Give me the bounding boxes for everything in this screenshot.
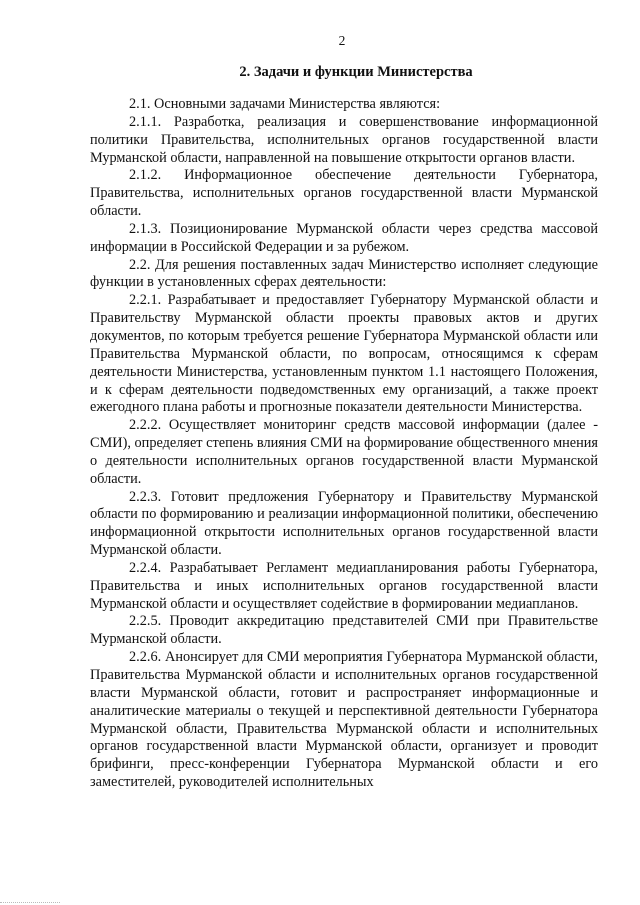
paragraph-2-1-1: 2.1.1. Разработка, реализация и совершенствование информационной политики Правительства, исполнительных органов государственной власти Мурманской области, направленной на повышение открытости органов власти. (90, 113, 598, 166)
document-body (90, 96, 598, 792)
paragraph-2-2-5: 2.2.5. Проводит аккредитацию представителей СМИ при Правительстве Мурманской области. (90, 613, 598, 648)
paragraph-2-1: 2.1. Основными задачами Министерства являются: (129, 96, 441, 112)
paragraph-2-2-2: 2.2.2. Осуществляет мониторинг средств массовой информации (далее - СМИ), определяет степень влияния СМИ на формирование общественного мнения о деятельности исполнительных органов государственной власти Мурманской области. (90, 417, 598, 487)
paragraph-2-1-2: 2.1.2. Информационное обеспечение деятельности Губернатора, Правительства, исполнительных органов государственной власти Мурманской области. (90, 167, 598, 220)
section-title: 2. Задачи и функции Министерства (239, 64, 473, 80)
page-number: 2 (338, 33, 346, 48)
paragraph-2-2-4: 2.2.4. Разрабатывает Регламент медиапланирования работы Губернатора, Правительства и иных исполнительных органов государственной власти Мурманской области и осуществляет содействие в формировании медиапланов. (90, 559, 598, 612)
paragraph-2-2-3: 2.2.3. Готовит предложения Губернатору и Правительству Мурманской области по формированию и реализации информационной политики, обеспечению информационной открытости исполнительных органов государственной власти Мурманской области. (90, 488, 598, 559)
paragraph-2-2-6: 2.2.6. Анонсирует для СМИ мероприятия Губернатора Мурманской области, Правительства Мурманской области и исполнительных органов государственной власти Мурманской области, готовит и распространяет информационные и аналитические материалы о текущей и перспективной деятельности Губернатора Мурманской области, Правительства Мурманской области и исполнительных органов государственной власти Мурманской области, организует и проводит брифинги, пресс-конференции Губернатора Мурманской области и его заместителей, руководителей исполнительных (90, 649, 598, 791)
paragraph-2-2-1: 2.2.1. Разрабатывает и предоставляет Губернатору Мурманской области и Правительству Мурманской области проекты правовых актов и других документов, по которым требуется решение Губернатора Мурманской области или Правительства Мурманской области, по вопросам, относящимся к сферам деятельности Министерства, установленным пунктом 1.1 настоящего Положения, и к сферам деятельности подведомственных ему организаций, а также проект ежегодного плана работы и прогнозные показатели деятельности Министерства. (90, 292, 598, 416)
paragraph-2-1-3: 2.1.3. Позиционирование Мурманской области через средства массовой информации в Российской Федерации и за рубежом. (90, 220, 598, 255)
paragraph-2-2: 2.2. Для решения поставленных задач Министерство исполняет следующие функции в установленных сферах деятельности: (90, 256, 598, 291)
